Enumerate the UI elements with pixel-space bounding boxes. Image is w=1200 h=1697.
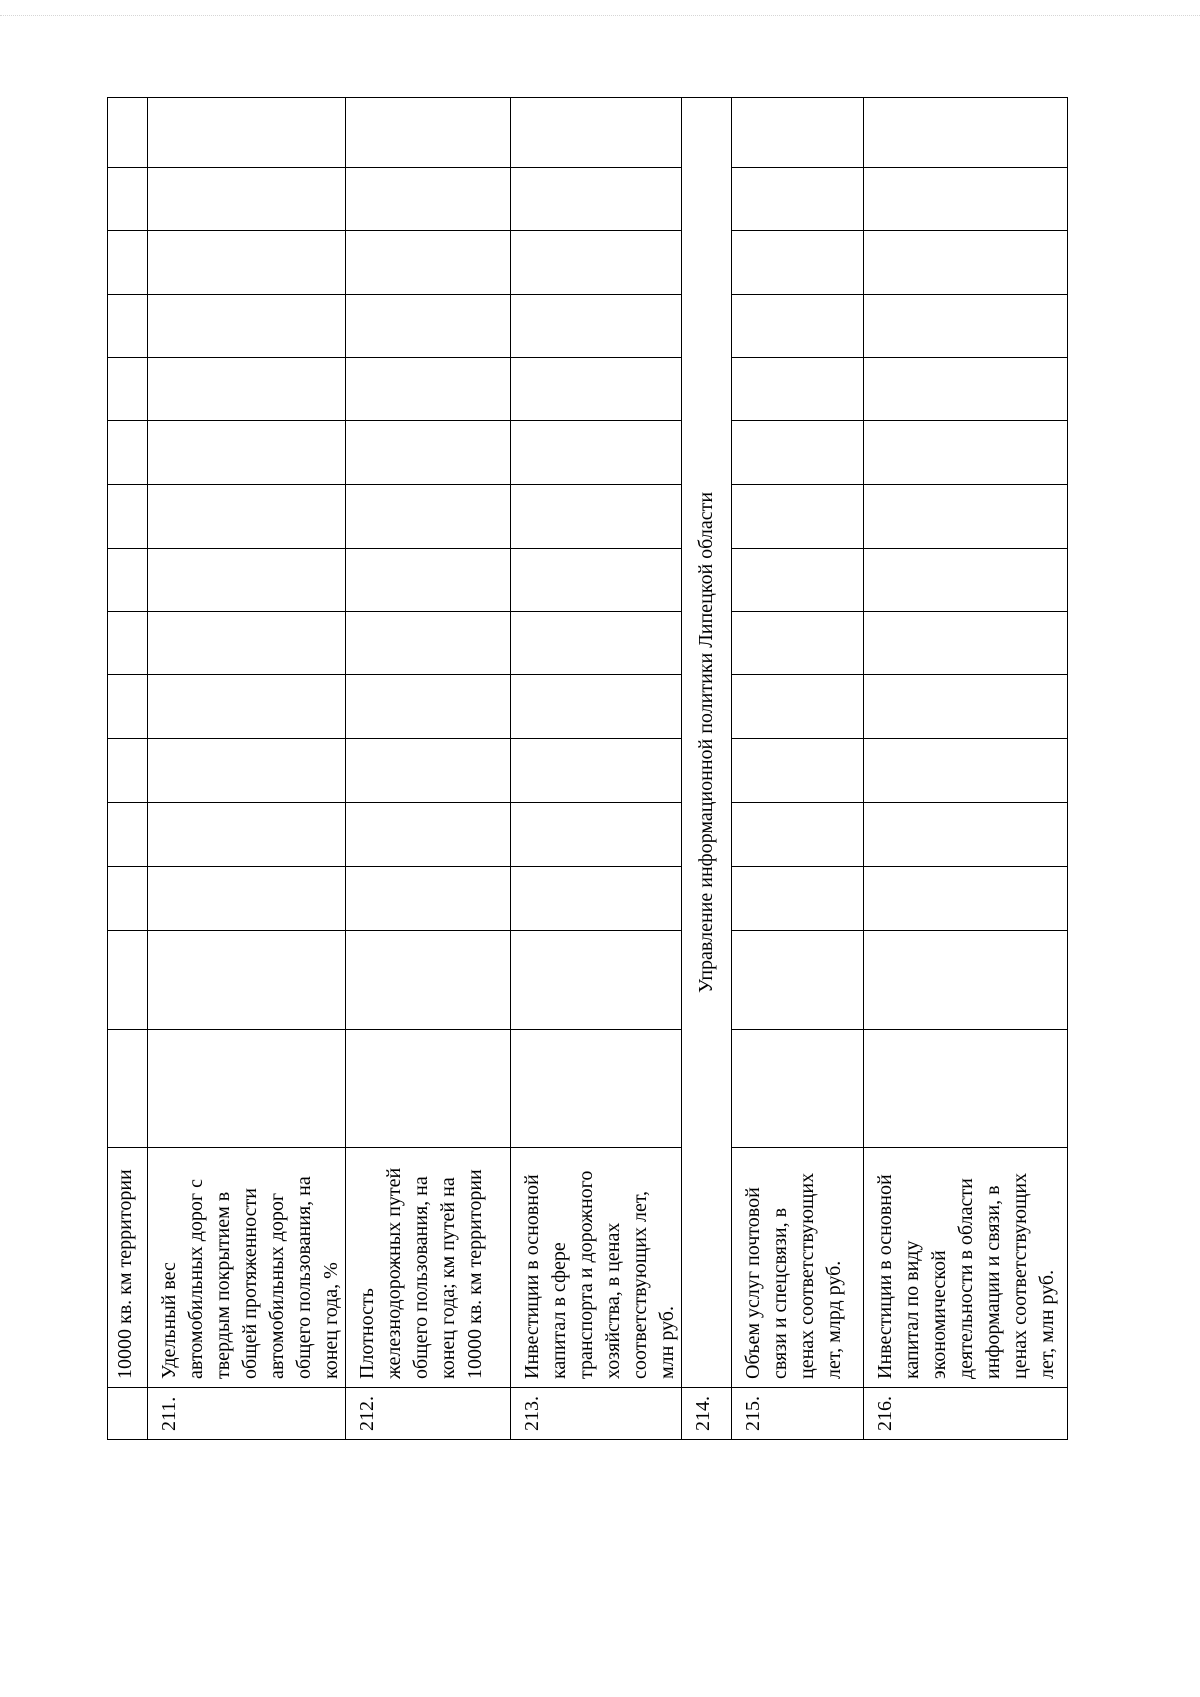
value-cell xyxy=(511,295,682,358)
value-cell xyxy=(732,421,864,485)
value-cell xyxy=(108,803,148,867)
value-cell xyxy=(148,1030,346,1148)
row-number: 214. xyxy=(682,1388,732,1440)
value-cell xyxy=(108,421,148,485)
value-cell xyxy=(732,931,864,1030)
table-row xyxy=(108,98,148,1440)
value-cell xyxy=(864,931,1068,1030)
indicator-name xyxy=(346,1148,511,1388)
value-cell xyxy=(108,931,148,1030)
indicator-name xyxy=(148,1148,346,1388)
row-number: 212. xyxy=(346,1388,511,1440)
row-number xyxy=(108,1388,148,1440)
indicator-name xyxy=(108,1148,148,1388)
value-cell xyxy=(148,549,346,612)
value-cell xyxy=(346,231,511,295)
value-cell xyxy=(511,1030,682,1148)
value-cell xyxy=(864,549,1068,612)
value-cell xyxy=(732,98,864,168)
value-cell xyxy=(511,739,682,803)
value-cell xyxy=(511,612,682,675)
value-cell xyxy=(346,739,511,803)
indicator-name-text: Удельный вес автомобильных дорог с твердым покрытием в общей протяженности автомобильных дорог общего пользования, на конец года, % xyxy=(158,1176,342,1379)
value-cell xyxy=(864,867,1068,931)
value-cell xyxy=(148,931,346,1030)
value-cell xyxy=(346,421,511,485)
value-cell xyxy=(511,549,682,612)
row-number: 215. xyxy=(732,1388,864,1440)
value-cell xyxy=(346,295,511,358)
value-cell xyxy=(864,98,1068,168)
value-cell xyxy=(732,1030,864,1148)
value-cell xyxy=(346,98,511,168)
value-cell xyxy=(346,867,511,931)
rotated-table-frame xyxy=(107,115,1058,1440)
indicator-name-text: Объем услуг почтовой связи и спецсвязи, в ценах соответствующих лет, млрд руб. xyxy=(742,1172,845,1379)
table-row-section xyxy=(682,98,732,1440)
value-cell xyxy=(148,231,346,295)
value-cell xyxy=(148,358,346,421)
value-cell xyxy=(732,168,864,231)
value-cell xyxy=(108,485,148,549)
value-cell xyxy=(108,549,148,612)
section-title-text: Управление информационной политики Липецкой области xyxy=(695,491,717,994)
value-cell xyxy=(732,231,864,295)
value-cell xyxy=(511,675,682,739)
value-cell xyxy=(108,168,148,231)
value-cell xyxy=(148,612,346,675)
value-cell xyxy=(148,98,346,168)
value-cell xyxy=(148,421,346,485)
value-cell xyxy=(732,549,864,612)
value-cell xyxy=(511,358,682,421)
value-cell xyxy=(148,168,346,231)
indicator-name-text: Инвестиции в основной капитал по виду экономической деятельности в области информации и связи, в ценах соответствующих лет, млн руб. xyxy=(874,1172,1058,1379)
indicator-name xyxy=(864,1148,1068,1388)
indicator-name-text: 10000 кв. км территории xyxy=(114,1169,136,1379)
value-cell xyxy=(108,358,148,421)
page-top-rule xyxy=(0,15,1200,16)
value-cell xyxy=(511,931,682,1030)
value-cell xyxy=(108,295,148,358)
value-cell xyxy=(511,98,682,168)
value-cell xyxy=(511,421,682,485)
value-cell xyxy=(346,931,511,1030)
value-cell xyxy=(732,675,864,739)
value-cell xyxy=(732,485,864,549)
value-cell xyxy=(346,358,511,421)
value-cell xyxy=(346,485,511,549)
value-cell xyxy=(864,231,1068,295)
value-cell xyxy=(511,231,682,295)
value-cell xyxy=(148,295,346,358)
value-cell xyxy=(346,803,511,867)
table-row xyxy=(511,98,682,1440)
value-cell xyxy=(346,168,511,231)
value-cell xyxy=(108,739,148,803)
indicator-name xyxy=(511,1148,682,1388)
value-cell xyxy=(864,675,1068,739)
section-title xyxy=(682,98,732,1388)
value-cell xyxy=(732,358,864,421)
value-cell xyxy=(511,867,682,931)
indicator-name-text: Плотность железнодорожных путей общего пользования, на конец года; км путей на 10000 кв. км территории xyxy=(356,1167,486,1379)
value-cell xyxy=(108,1030,148,1148)
value-cell xyxy=(108,675,148,739)
value-cell xyxy=(108,867,148,931)
value-cell xyxy=(511,485,682,549)
value-cell xyxy=(864,295,1068,358)
value-cell xyxy=(732,739,864,803)
value-cell xyxy=(148,803,346,867)
value-cell xyxy=(346,675,511,739)
value-cell xyxy=(346,1030,511,1148)
table-row xyxy=(864,98,1068,1440)
value-cell xyxy=(108,612,148,675)
row-number: 213. xyxy=(511,1388,682,1440)
value-cell xyxy=(864,739,1068,803)
value-cell xyxy=(346,612,511,675)
value-cell xyxy=(108,231,148,295)
value-cell xyxy=(108,98,148,168)
value-cell xyxy=(148,485,346,549)
value-cell xyxy=(732,612,864,675)
row-number: 216. xyxy=(864,1388,1068,1440)
value-cell xyxy=(864,1030,1068,1148)
value-cell xyxy=(864,358,1068,421)
value-cell xyxy=(511,168,682,231)
value-cell xyxy=(732,295,864,358)
row-number: 211. xyxy=(148,1388,346,1440)
indicator-table xyxy=(107,97,1068,1440)
table-row xyxy=(148,98,346,1440)
table-row xyxy=(732,98,864,1440)
table-row xyxy=(346,98,511,1440)
value-cell xyxy=(346,549,511,612)
value-cell xyxy=(864,803,1068,867)
value-cell xyxy=(148,867,346,931)
value-cell xyxy=(864,485,1068,549)
indicator-name xyxy=(732,1148,864,1388)
value-cell xyxy=(864,168,1068,231)
table-rotator xyxy=(107,115,1058,1440)
indicator-name-text: Инвестиции в основной капитал в сфере транспорта и дорожного хозяйства, в ценах соответствующих лет, млн руб. xyxy=(521,1170,678,1379)
value-cell xyxy=(864,612,1068,675)
value-cell xyxy=(732,867,864,931)
value-cell xyxy=(148,739,346,803)
value-cell xyxy=(864,421,1068,485)
value-cell xyxy=(732,803,864,867)
value-cell xyxy=(148,675,346,739)
value-cell xyxy=(511,803,682,867)
